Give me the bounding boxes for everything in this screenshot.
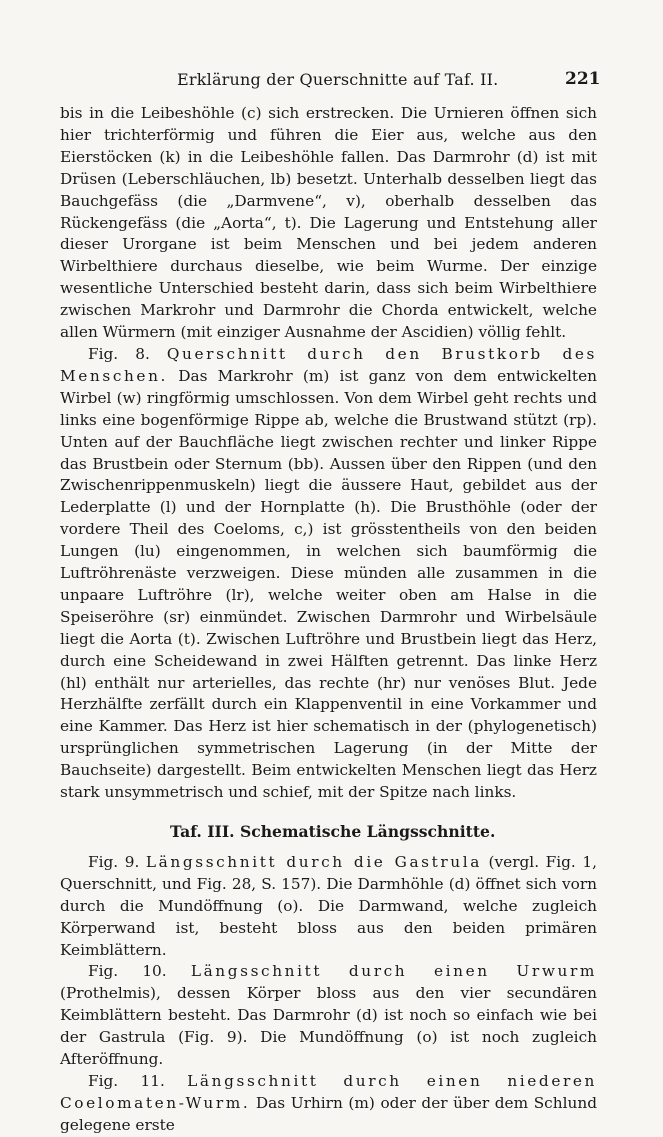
body-text: [60, 103, 597, 1137]
figure-9-text: (vergl. Fig. 1, Querschnitt, und Fig. 28, S. 157). Die Darmhöhle (d) öffnet sich vorn durch die Mundöffnung (o). Die Darmwand, welche zugleich Körperwand ist, besteht bloss aus den beiden primären Keimblättern.: [60, 852, 597, 959]
figure-9-caption: [60, 852, 597, 962]
running-head: Erklärung der Querschnitte auf Taf. II.: [177, 70, 499, 89]
figure-11-label: Fig. 11.: [88, 1071, 165, 1090]
section-heading: Taf. III. Schematische Längsschnitte.: [170, 822, 496, 841]
figure-11-title: Längsschnitt durch einen niederen Coelomaten-Wurm.: [60, 1071, 597, 1112]
figure-8-caption: [60, 344, 597, 804]
figure-11-caption: [60, 1071, 597, 1137]
figure-10-caption: [60, 961, 597, 1071]
figure-8-text: Das Markrohr (m) ist ganz von dem entwickelten Wirbel (w) ringförmig umschlossen. Von dem Wirbel geht rechts und links eine bogenförmige Rippe ab, welche die Brustwand stützt (rp). Unten auf der Bauchfläche liegt zwischen rechter und linker Rippe das Brustbein oder Sternum (bb). Aussen über den Rippen (und den Zwischenrippenmuskeln) liegt die äussere Haut, gebildet aus der Lederplatte (l) und der Hornplatte (h). Die Brusthöhle (oder der vordere Theil des Coeloms, c,) ist grösstentheils von den beiden Lungen (lu) eingenommen, in welchen sich baumförmig die Luftröhrenäste verzweigen. Diese münden alle zusammen in die unpaare Luftröhre (lr), welche weiter oben am Halse in die Speiseröhre (sr) einmündet. Zwischen Darmrohr und Wirbelsäule liegt die Aorta (t). Zwischen Luftröhre und Brustbein liegt das Herz, durch eine Scheidewand in zwei Hälften getrennt. Das linke Herz (hl) enthält nur arterielles, das rechte (hr) nur venöses Blut. Jede Herzhälfte zerfällt durch ein Klappenventil in eine Vorkammer und eine Kammer. Das Herz ist hier schematisch in der (phylogenetisch) ursprünglichen symmetrischen Lagerung (in der Mitte der Bauchseite) dargestellt. Beim entwickelten Menschen liegt das Herz stark unsymmetrisch und schief, mit der Spitze nach links.: [60, 366, 597, 802]
figure-10-text: (Prothelmis), dessen Körper bloss aus den vier secundären Keimblättern besteht. Das Darmrohr (d) ist noch so einfach wie bei der Gastrula (Fig. 9). Die Mundöffnung (o) ist noch zugleich Afteröffnung.: [60, 984, 597, 1069]
figure-9-title: Längsschnitt durch die Gastrula: [145, 852, 482, 871]
figure-8-title: Querschnitt durch den Brustkorb des Menschen.: [60, 344, 597, 385]
figure-8-label: Fig. 8.: [88, 344, 150, 363]
page-number: 221: [565, 69, 601, 89]
paragraph-intro: bis in die Leibeshöhle (c) sich erstrecken. Die Urnieren öffnen sich hier trichterförmig und führen die Eier aus, welche aus den Eierstöcken (k) in die Leibeshöhle fallen. Das Darmrohr (d) ist mit Drüsen (Leberschläuchen, lb) besetzt. Unterhalb desselben liegt das Bauchgefäss (die „Darmvene“, v), oberhalb desselben das Rückengefäss (die „Aorta“, t). Die Lagerung und Entstehung aller dieser Urorgane ist beim Menschen und bei jedem anderen Wirbelthiere durchaus dieselbe, wie beim Wurme. Der einzige wesentliche Unterschied besteht darin, dass sich beim Wirbelthiere zwischen Markrohr und Darmrohr die Chorda entwickelt, welche allen Würmern (mit einziger Ausnahme der Ascidien) völlig fehlt.: [60, 104, 597, 342]
figure-9-label: Fig. 9.: [88, 852, 140, 871]
figure-11-text: Das Urhirn (m) oder der über dem Schlund gelegene erste: [60, 1093, 597, 1134]
figure-10-title: Längsschnitt durch einen Urwurm: [190, 962, 597, 981]
figure-10-label: Fig. 10.: [88, 962, 167, 981]
page-header: [0, 70, 663, 94]
